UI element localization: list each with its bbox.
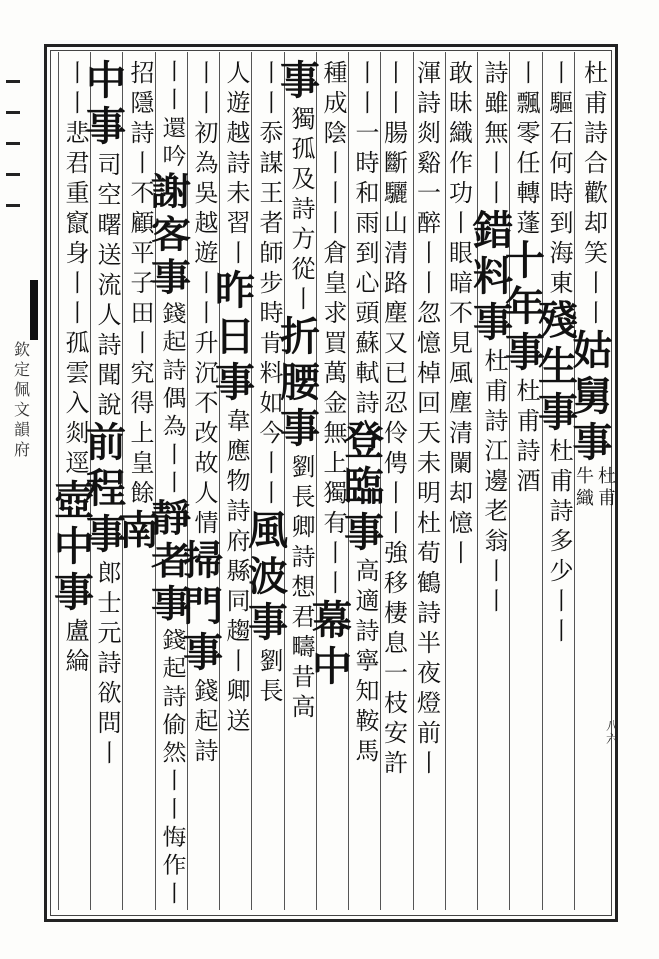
headword: 殘 生 事 xyxy=(538,297,578,436)
text-column xyxy=(414,58,444,778)
entry-text: 步 時 肯 料 如 今 丨 丨 xyxy=(259,269,284,507)
headword: 壺 中 事 xyxy=(54,477,94,616)
headword: 掃 門 事 xyxy=(183,537,223,676)
spine-fishtail-mark xyxy=(30,280,38,340)
entry-text: 丨 飄 零 任 轉 蓬 xyxy=(516,59,541,237)
headword: 謝 客 事 xyxy=(151,169,191,301)
entry-text: 闌 却 憶 丨 xyxy=(449,449,473,567)
entry-text: 種 成 陰 丨 丨 丨 倉 皇 求 買 萬 金 無 xyxy=(323,59,348,447)
headword: 前 程 事 xyxy=(86,419,126,558)
headword: 折 腰 事 xyxy=(280,313,320,452)
entry-text: 丨 丨 初 為 吳 越 遊 xyxy=(194,59,219,267)
entry-text: 丨 丨 一 時 和 雨 到 心 頭 蘇 軾 詩 xyxy=(355,59,380,417)
entry-text: 丨 丨 忝 謀 王 者 師 xyxy=(259,59,284,267)
entry-text: 丨 丨 升 沉 不 改 故 人 情 xyxy=(194,269,219,537)
text-column xyxy=(119,58,161,554)
entry-text: 許 xyxy=(384,749,408,777)
entry-text: 杜 甫 詩 多 少 丨 丨 xyxy=(549,437,574,645)
entry-text: 強 移 棲 息 一 枝 安 xyxy=(384,539,408,747)
entry-text: 獨 孤 及 詩 方 從 丨 xyxy=(291,105,316,313)
spine-edition-text: 欽 定 佩 文 韻 府 xyxy=(13,340,30,459)
entry-text: 上 獨 有 丨 丨 xyxy=(323,449,348,597)
text-column xyxy=(538,58,580,646)
headword: 昨 日 事 xyxy=(215,267,255,406)
text-column xyxy=(54,58,96,676)
headword: 十 年 事 xyxy=(505,237,545,376)
entry-text: 渾 詩 剡 谿 一 醉 丨 丨 xyxy=(417,59,441,297)
entry-text: 錢 起 詩 偷 然 丨 丨 xyxy=(162,627,187,823)
headword: 中 事 xyxy=(86,57,126,150)
entry-text: 盧 綸 xyxy=(65,617,90,675)
entry-text: 丨 丨 腸 斷 驪 山 清 路 塵 又 已 忍 伶 俜 丨 丨 xyxy=(384,59,408,537)
headword: 登 臨 事 xyxy=(344,417,384,556)
headword: 靜 者 事 xyxy=(151,496,191,627)
entry-text: 敢 昧 織 作 功 xyxy=(449,59,473,207)
entry-text: 詩 雖 無 丨 丨 xyxy=(484,59,509,207)
entry-text: 杜 甫 詩 酒 xyxy=(516,377,541,495)
text-column xyxy=(344,58,386,766)
entry-text: 人 遊 越 詩 未 習 丨 xyxy=(226,59,251,267)
entry-text: 丨 究 得 上 皇 餘 xyxy=(130,329,155,507)
entry-text: 丨 丨 還 吟 xyxy=(162,58,187,170)
headword: 事 xyxy=(280,57,320,104)
folio-number: 八 六 xyxy=(606,719,619,746)
entry-text: 忽 憶 棹 回 天 未 明 xyxy=(417,299,441,507)
text-column xyxy=(215,58,257,736)
text-column xyxy=(183,58,225,766)
text-column xyxy=(505,58,547,496)
entry-text: 丨 不 顧 平 子 田 xyxy=(130,149,155,327)
entry-text: 杜 甫 詩 江 邊 老 翁 丨 丨 xyxy=(484,347,509,615)
text-column xyxy=(572,58,617,510)
annotation: 牛 織 杜 甫 xyxy=(576,466,616,509)
entry-text: 丨 驅 石 何 時 到 海 東 xyxy=(549,59,574,297)
entry-text: 郎 士 元 詩 欲 問 丨 xyxy=(97,559,122,767)
spine-marks xyxy=(6,80,20,207)
entry-text: 杜 甫 詩 合 歡 却 笑 丨 丨 xyxy=(584,59,608,327)
text-column xyxy=(86,57,128,768)
entry-text: 劉 長 xyxy=(259,647,284,705)
entry-text: 高 適 詩 寧 知 鞍 馬 xyxy=(355,557,380,765)
entry-text: 錢 起 詩 xyxy=(194,677,219,765)
headword: 幕 中 xyxy=(312,597,352,690)
entry-text: 劉 長 卿 詩 想 君 疇 昔 高 xyxy=(291,453,316,721)
entry-text: 司 空 曙 送 流 人 詩 聞 說 xyxy=(97,151,122,419)
entry-text: 悔 作 丨 xyxy=(162,824,187,907)
headword: 南 xyxy=(119,507,159,554)
entry-text: 招 隱 詩 xyxy=(130,59,155,147)
entry-text: 丨 丨 孤 雲 入 剡 逕 xyxy=(65,269,90,477)
entry-text: 錢 起 詩 偶 為 丨 丨 xyxy=(162,300,187,497)
text-column xyxy=(248,58,290,706)
entry-text: 卿 送 xyxy=(226,677,251,735)
headword: 風 波 事 xyxy=(248,507,288,646)
page-spine xyxy=(0,40,44,920)
entry-text: 韋 應 物 詩 府 縣 同 趨 丨 xyxy=(226,407,251,675)
text-column xyxy=(280,57,322,722)
text-column xyxy=(446,58,476,568)
text-column xyxy=(151,58,193,908)
text-column xyxy=(312,58,354,690)
entry-text: 杜 荀 鶴 詩 半 夜 燈 前 丨 xyxy=(417,509,441,777)
entry-text: 丨 丨 悲 君 重 竄 身 xyxy=(65,59,90,267)
headword: 姑 舅 事 xyxy=(572,327,613,466)
text-column xyxy=(473,58,515,616)
entry-text: 丨 眼 暗 不 見 風 塵 清 xyxy=(449,209,473,447)
headword: 錯 料 事 xyxy=(473,207,513,346)
